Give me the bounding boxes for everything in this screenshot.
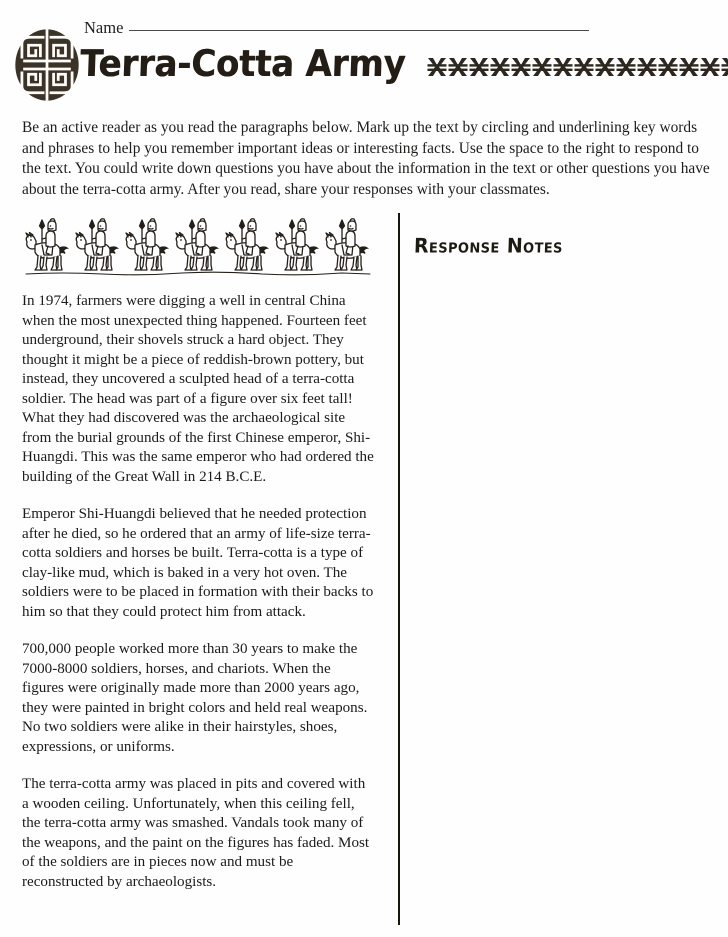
star-glyph-icon — [553, 55, 573, 77]
worksheet-header — [0, 0, 728, 108]
star-glyph-icon — [658, 55, 678, 77]
chinese-shou-medallion-icon — [14, 28, 80, 102]
star-glyph-icon — [469, 55, 489, 77]
response-notes-write-area[interactable] — [414, 268, 710, 908]
star-glyph-icon — [637, 55, 657, 77]
article-paragraph: 700,000 people worked more than 30 years to make the 7000-8000 soldiers, horses, and chariots. When the figures were originally made more than 2000 years ago, they were painted in bright colors and held real weapons. No two soldiers were alike in their hairstyles, shoes, expressions, or uniforms. — [22, 641, 368, 755]
title-row — [80, 36, 720, 92]
star-glyph-icon — [574, 55, 594, 77]
star-glyph-icon — [427, 55, 447, 77]
name-write-line[interactable] — [129, 30, 589, 31]
star-glyph-icon — [721, 55, 728, 77]
article-paragraph: Emperor Shi-Huangdi believed that he needed protection after he died, so he ordered that an army of life-size terra-cotta soldiers and horses be built. Terra-cotta is a type of clay-like mud, which is baked in a very hot oven. The soldiers were to be placed in formation with their backs to him so that they could protect him from attack. — [22, 506, 374, 620]
terra-cotta-mounted-soldiers-illustration — [22, 216, 374, 278]
response-notes-heading: Response Notes — [413, 234, 564, 258]
star-glyph-icon — [595, 55, 615, 77]
article-paragraph: In 1974, farmers were digging a well in central China when the most unexpected thing happened. Fourteen feet underground, their shovels struck a hard object. They thought it might be a piece of reddish-brown pottery, but instead, they uncovered a sculpted head of a terra-cotta soldier. The head was part of a figure over six feet tall! What they had discovered was the archaeological site from the burial grounds of the first Chinese emperor, Shi-Huangdi. This was the same emperor who had ordered the building of the Great Wall in 214 B.C.E. — [22, 293, 374, 485]
star-glyph-icon — [490, 55, 510, 77]
star-glyph-icon — [511, 55, 531, 77]
star-glyph-icon — [532, 55, 552, 77]
star-glyph-icon — [448, 55, 468, 77]
star-glyph-icon — [700, 55, 720, 77]
response-notes-column — [414, 234, 714, 924]
title-decoration-rule — [427, 55, 728, 77]
reading-column — [22, 216, 374, 892]
article-body — [22, 292, 374, 892]
article-paragraph: The terra-cotta army was placed in pits and covered with a wooden ceiling. Unfortunately, when this ceiling fell, the terra-cotta army was smashed. Vandals took many of the weapons, and the paint on the figures has faded. Most of the soldiers are in pieces now and must be reconstructed by archaeologists. — [22, 776, 370, 890]
star-glyph-icon — [679, 55, 699, 77]
instructions-block — [22, 118, 710, 200]
page-title: Terra-Cotta Army — [79, 42, 407, 86]
star-glyph-icon — [616, 55, 636, 77]
column-divider — [398, 213, 400, 925]
name-label: Name — [84, 18, 124, 37]
instructions-text: Be an active reader as you read the paragraphs below. Mark up the text by circling and underlining key words and phrases to help you remember important ideas or interesting facts. Use the space to the right to respond to the text. You could write down questions you have about the information in the text or other questions you have about the terra-cotta army. After you read, share your responses with your classmates. — [22, 119, 710, 198]
